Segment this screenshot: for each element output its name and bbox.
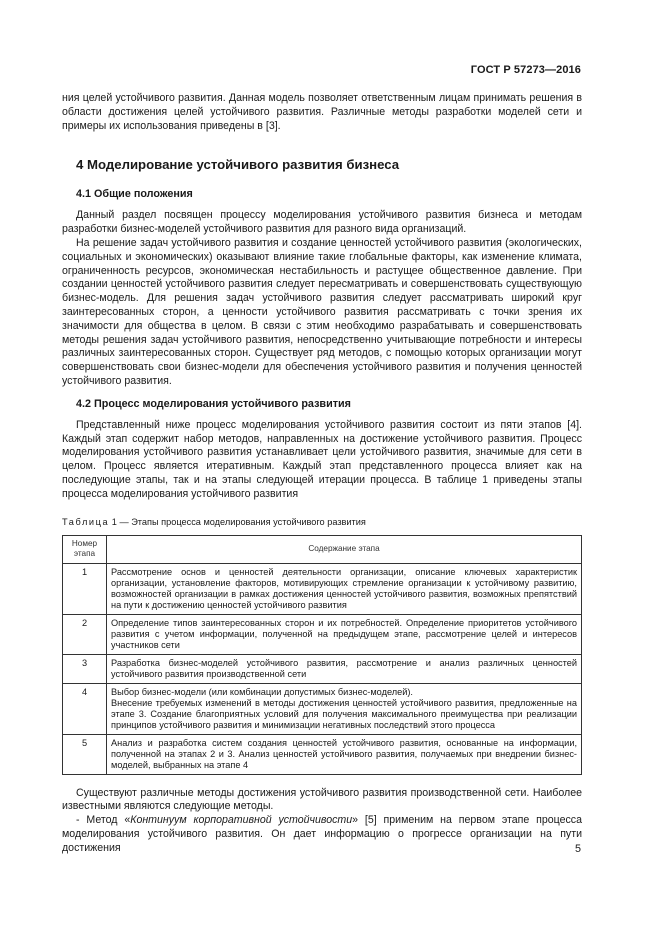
table-row — [63, 614, 582, 654]
table-row — [63, 683, 582, 734]
paragraph-4-1-a: Данный раздел посвящен процессу моделирования устойчивого развития бизнеса и методам разработки бизнес-моделей устойчивого развития для разного вида организаций. — [62, 209, 582, 236]
intro-paragraph: ния целей устойчивого развития. Данная модель позволяет ответственным лицам принимать решения в области достижения целей устойчивого развития. Различные методы разработки моделей сети и примеры их использования приведены в [3]. — [62, 92, 582, 132]
stages-table — [62, 535, 582, 775]
stage-content: Анализ и разработка систем создания ценностей устойчивого развития, основанные на информации, полученной на этапах 2 и 3. Анализ ценностей устойчивого развития, получаемых при внедрении бизнес-моделей, выбранных на этапе 4 — [107, 734, 582, 774]
table-caption-label: Таблица — [62, 516, 110, 527]
table-header-row — [63, 535, 582, 563]
stage-number: 5 — [63, 734, 107, 774]
stage-content-line-1: Выбор бизнес-модели (или комбинации допустимых бизнес-моделей). — [111, 686, 413, 697]
stage-number: 2 — [63, 614, 107, 654]
table-row — [63, 734, 582, 774]
stage-content-line-2: Внесение требуемых изменений в методы достижения ценностей устойчивого развития, предложенные на этапе 3. Создание благоприятных условий для получения максимального преимущества при реализации принципов устойчивого развития и минимизации негативных последствий этого процесса — [111, 697, 577, 730]
table-row — [63, 563, 582, 614]
table-caption — [62, 516, 582, 528]
document-body — [62, 92, 582, 856]
stage-number: 1 — [63, 563, 107, 614]
stage-content: Разработка бизнес-моделей устойчивого развития, рассмотрение и анализ различных ценностей устойчивого развития производственной сети — [107, 654, 582, 683]
method-bullet — [62, 814, 582, 855]
paragraph-4-1-b: На решение задач устойчивого развития и создание ценностей устойчивого развития (экологических, социальных и экономических) оказывают влияние такие глобальные факторы, как изменение климата, ограниченность ресурсов, экономическая нестабильность и растущее общественное давление. При создании ценностей устойчивого развития следует пересматривать и совершенствовать существующую бизнес-модель. Для решения задач устойчивого развития следует рассматривать широкий круг заинтересованных сторон, а ценности устойчивого развития рассматривать с точки зрения их значимости для общества в целом. В связи с этим необходимо разрабатывать и совершенствовать методы решения задач устойчивого развития, непосредственно учитывающие потребности и интересы различных заинтересованных сторон. Существует ряд методов, с помощью которых организации могут совершенствовать свои бизнес-модели для обеспечения устойчивого развития и получения ценностей устойчивого развития. — [62, 236, 582, 387]
stage-number: 3 — [63, 654, 107, 683]
table-caption-text: 1 — Этапы процесса моделирования устойчивого развития — [109, 516, 366, 527]
col-header-content: Содержание этапа — [107, 535, 582, 563]
bullet-prefix: - Метод « — [76, 814, 131, 827]
section-4-1-heading: 4.1 Общие положения — [76, 188, 193, 201]
stage-number: 4 — [63, 683, 107, 734]
page-number: 5 — [574, 843, 581, 855]
col-header-stage: Номер этапа — [63, 535, 107, 563]
methods-paragraph: Существуют различные методы достижения устойчивого развития производственной сети. Наиболее известными являются следующие методы. — [62, 786, 582, 813]
stage-content: Определение типов заинтересованных сторон и их потребностей. Определение приоритетов устойчивого развития с учетом информации, полученной на предыдущем этапе, рассмотрение целей и интересов участников сети — [107, 614, 582, 654]
section-4-heading: 4 Моделирование устойчивого развития бизнеса — [76, 157, 400, 173]
document-code: ГОСТ Р 57273—2016 — [470, 64, 581, 76]
section-4-2-heading: 4.2 Процесс моделирования устойчивого развития — [76, 397, 351, 410]
bullet-suffix: » [5] применим на первом этапе процесса моделирования устойчивого развития. Он дает информацию о прогрессе организации на пути достижения — [62, 814, 582, 854]
stage-content: Рассмотрение основ и ценностей деятельности организации, описание ключевых характеристик организации, установление факторов, мотивирующих стремление организации к устойчивому развитию, возможностей организации в рамках достижения ценностей устойчивого развития, возможных препятствий на пути к достижению ценностей устойчивого развития — [107, 563, 582, 614]
paragraph-4-2: Представленный ниже процесс моделирования устойчивого развития состоит из пяти этапов [4]. Каждый этап содержит набор методов, направленных на достижение устойчивого развития. Процесс моделирования устойчивого развития устанавливает цели устойчивого развития, значимые для сети в целом. Процесс является итеративным. Каждый этап представленного процесса влияет как на последующие этапы, так и на этапы следующей итерации процесса. В таблице 1 приведены этапы процесса моделирования устойчивого развития — [62, 418, 582, 500]
table-row — [63, 654, 582, 683]
method-name: Континуум корпоративной устойчивости — [130, 814, 353, 827]
stage-content — [107, 683, 582, 734]
